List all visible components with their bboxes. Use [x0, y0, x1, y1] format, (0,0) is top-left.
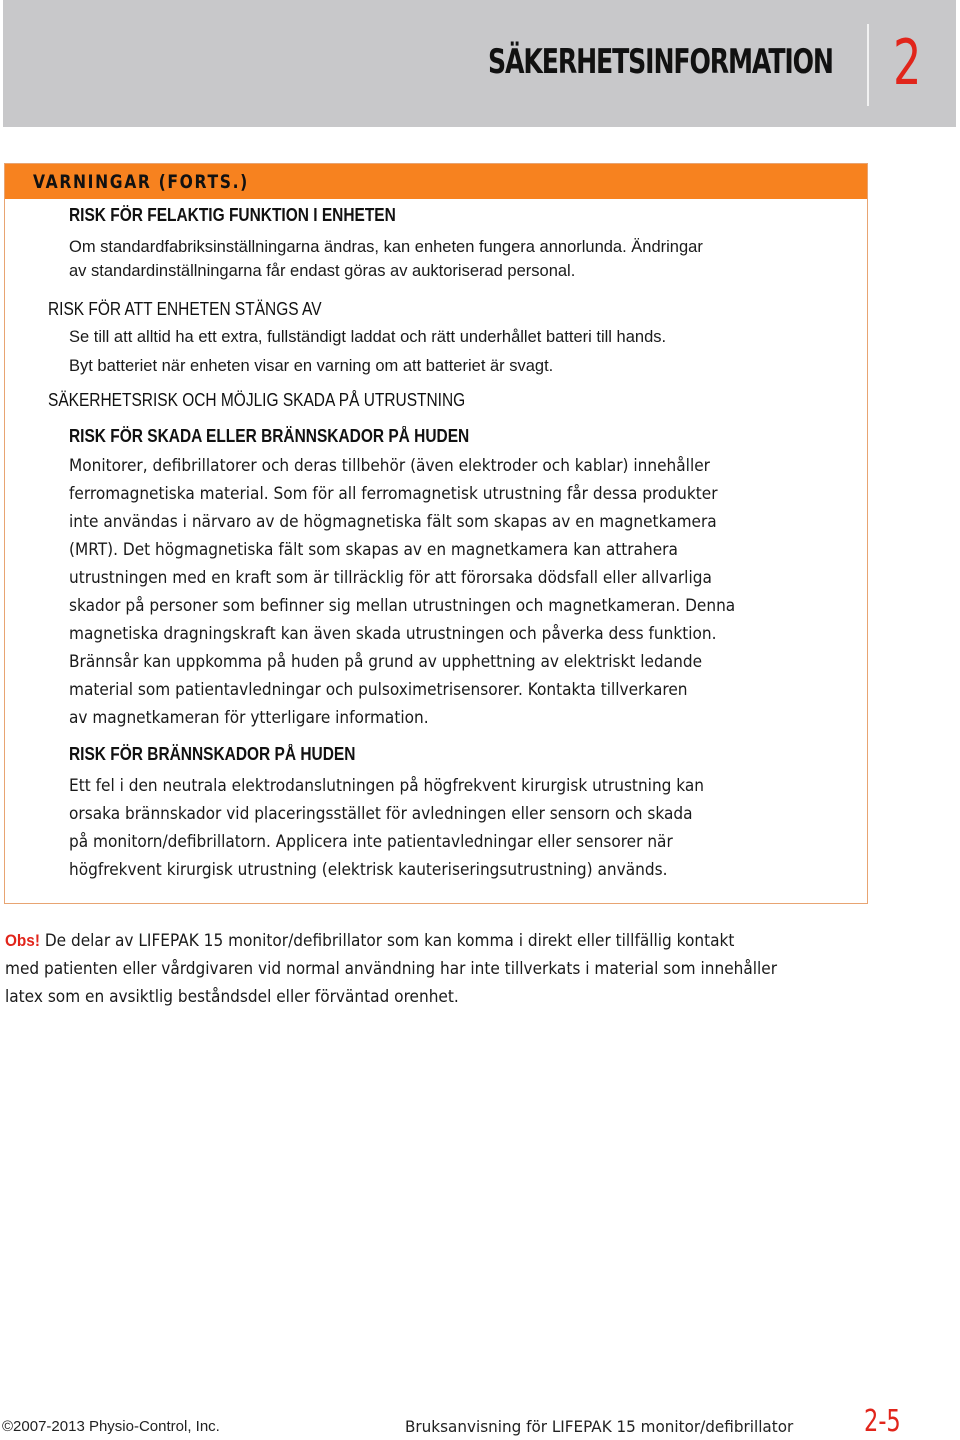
note-label: Obs! — [5, 932, 40, 950]
section-heading: RISK FÖR FELAKTIG FUNKTION I ENHETEN — [69, 205, 396, 225]
paragraph-line: högfrekvent kirurgisk utrustning (elektrisk kauteriseringsutrustning) används. — [69, 860, 668, 879]
body-line: Byt batteriet när enheten visar en varning om att batteriet är svagt. — [69, 357, 554, 375]
section-heading: RISK FÖR ATT ENHETEN STÄNGS AV — [48, 299, 322, 319]
paragraph-line: ferromagnetiska material. Som för all ferromagnetisk utrustning får dessa produkter — [69, 484, 718, 503]
body-line: av standardinställningarna får endast göras av auktoriserad personal. — [69, 262, 576, 280]
paragraph-line: (MRT). Det högmagnetiska fält som skapas av en magnetkamera kan attrahera — [69, 540, 678, 559]
paragraph-line: Brännsår kan uppkomma på huden på grund av upphettning av elektriskt ledande — [69, 652, 703, 671]
paragraph-line: skador på personer som befinner sig mellan utrustningen och magnetkameran. Denna — [69, 596, 736, 615]
body-line: Se till att alltid ha ett extra, fullständigt laddat och rätt underhållet batteri till hands. — [69, 328, 667, 346]
chapter-number: 2 — [893, 26, 922, 99]
body-line: Om standardfabriksinställningarna ändras, kan enheten fungera annorlunda. Ändringar — [69, 238, 703, 256]
paragraph-line: Monitorer, defibrillatorer och deras tillbehör (även elektroder och kablar) innehåller — [69, 456, 710, 475]
group-heading: SÄKERHETSRISK OCH MÖJLIG SKADA PÅ UTRUSTNING — [48, 390, 466, 410]
warnings-header — [5, 164, 867, 199]
page-number: 2-5 — [864, 1404, 901, 1439]
paragraph-line: inte användas i närvaro av de högmagnetiska fält som skapas av en magnetkamera — [69, 512, 717, 531]
subsection-heading: RISK FÖR SKADA ELLER BRÄNNSKADOR PÅ HUDEN — [69, 426, 470, 446]
paragraph — [69, 772, 704, 884]
footer-manual-title: Bruksanvisning för LIFEPAK 15 monitor/defibrillator — [405, 1417, 794, 1436]
warnings-box — [4, 163, 868, 904]
note-block — [5, 927, 777, 1011]
chapter-title: SÄKERHETSINFORMATION — [488, 42, 833, 82]
subsection-heading: RISK FÖR BRÄNNSKADOR PÅ HUDEN — [69, 744, 356, 764]
paragraph-line: material som patientavledningar och pulsoximetrisensorer. Kontakta tillverkaren — [69, 680, 688, 699]
note-line: med patienten eller vårdgivaren vid normal användning har inte tillverkats i material som innehåller — [5, 959, 778, 978]
paragraph — [69, 452, 735, 732]
paragraph-line: av magnetkameran för ytterligare information. — [69, 708, 429, 727]
note-line: De delar av LIFEPAK 15 monitor/defibrillator som kan komma i direkt eller tillfällig kontakt — [39, 931, 735, 950]
header-divider — [867, 24, 869, 106]
warnings-title: VARNINGAR (FORTS.) — [33, 171, 249, 193]
paragraph-line: Ett fel i den neutrala elektrodanslutningen på högfrekvent kirurgisk utrustning kan — [69, 776, 705, 795]
footer-copyright: ©2007-2013 Physio-Control, Inc. — [2, 1418, 220, 1435]
paragraph-line: magnetiska dragningskraft kan även skada utrustningen och påverka dess funktion. — [69, 624, 717, 643]
paragraph-line: orsaka brännskador vid placeringsstället för avledningen eller sensorn och skada — [69, 804, 693, 823]
paragraph-line: utrustningen med en kraft som är tillräcklig för att förorsaka dödsfall eller allvarliga — [69, 568, 712, 587]
note-line: latex som en avsiktlig beståndsdel eller förväntad orenhet. — [5, 987, 459, 1006]
paragraph-line: på monitorn/defibrillatorn. Applicera inte patientavledningar eller sensorer när — [69, 832, 673, 851]
